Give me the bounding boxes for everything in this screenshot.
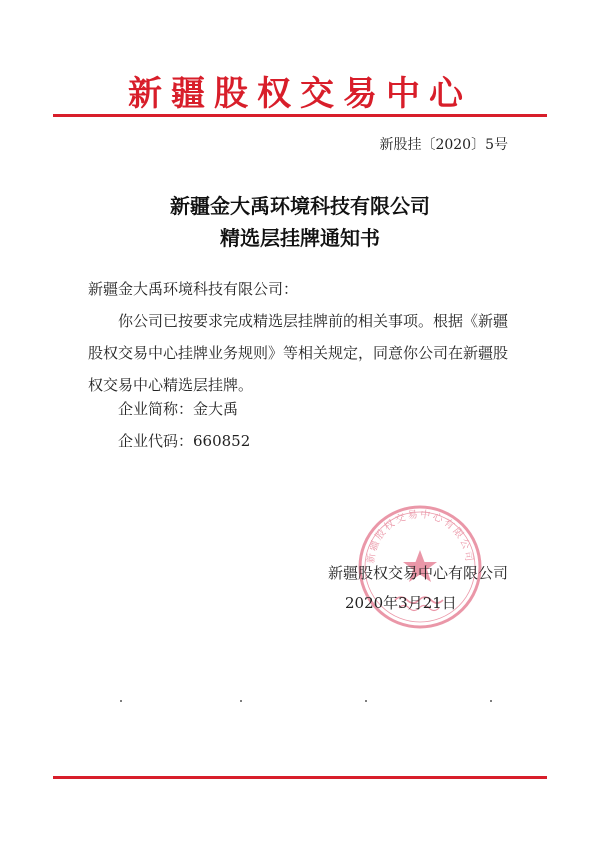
org-header: 新疆股权交易中心: [128, 74, 472, 114]
scan-dot: [365, 700, 367, 702]
document-title-line2: 精选层挂牌通知书: [220, 226, 380, 250]
issue-date: 2020年3月21日: [345, 594, 457, 612]
company-short-name: 企业简称：金大禹: [118, 400, 239, 418]
scan-dot: [490, 700, 492, 702]
document-title-line1: 新疆金大禹环境科技有限公司: [170, 194, 430, 218]
company-code: 企业代码：660852: [118, 432, 251, 450]
seal-arc-text: 新疆股权交易中心有限公司: [365, 509, 475, 564]
scan-dot: [240, 700, 242, 702]
header-divider: [53, 114, 547, 117]
footer-divider: [53, 776, 547, 779]
document-number: 新股挂〔2020〕5号: [379, 137, 508, 153]
scan-dot: [120, 700, 122, 702]
issuer-name: 新疆股权交易中心有限公司: [327, 564, 508, 582]
addressee: 新疆金大禹环境科技有限公司：: [88, 280, 299, 298]
body-paragraph: 你公司已按要求完成精选层挂牌前的相关事项。根据《新疆股权交易中心挂牌业务规则》等相关规定，同意你公司在新疆股权交易中心精选层挂牌。: [88, 312, 509, 394]
